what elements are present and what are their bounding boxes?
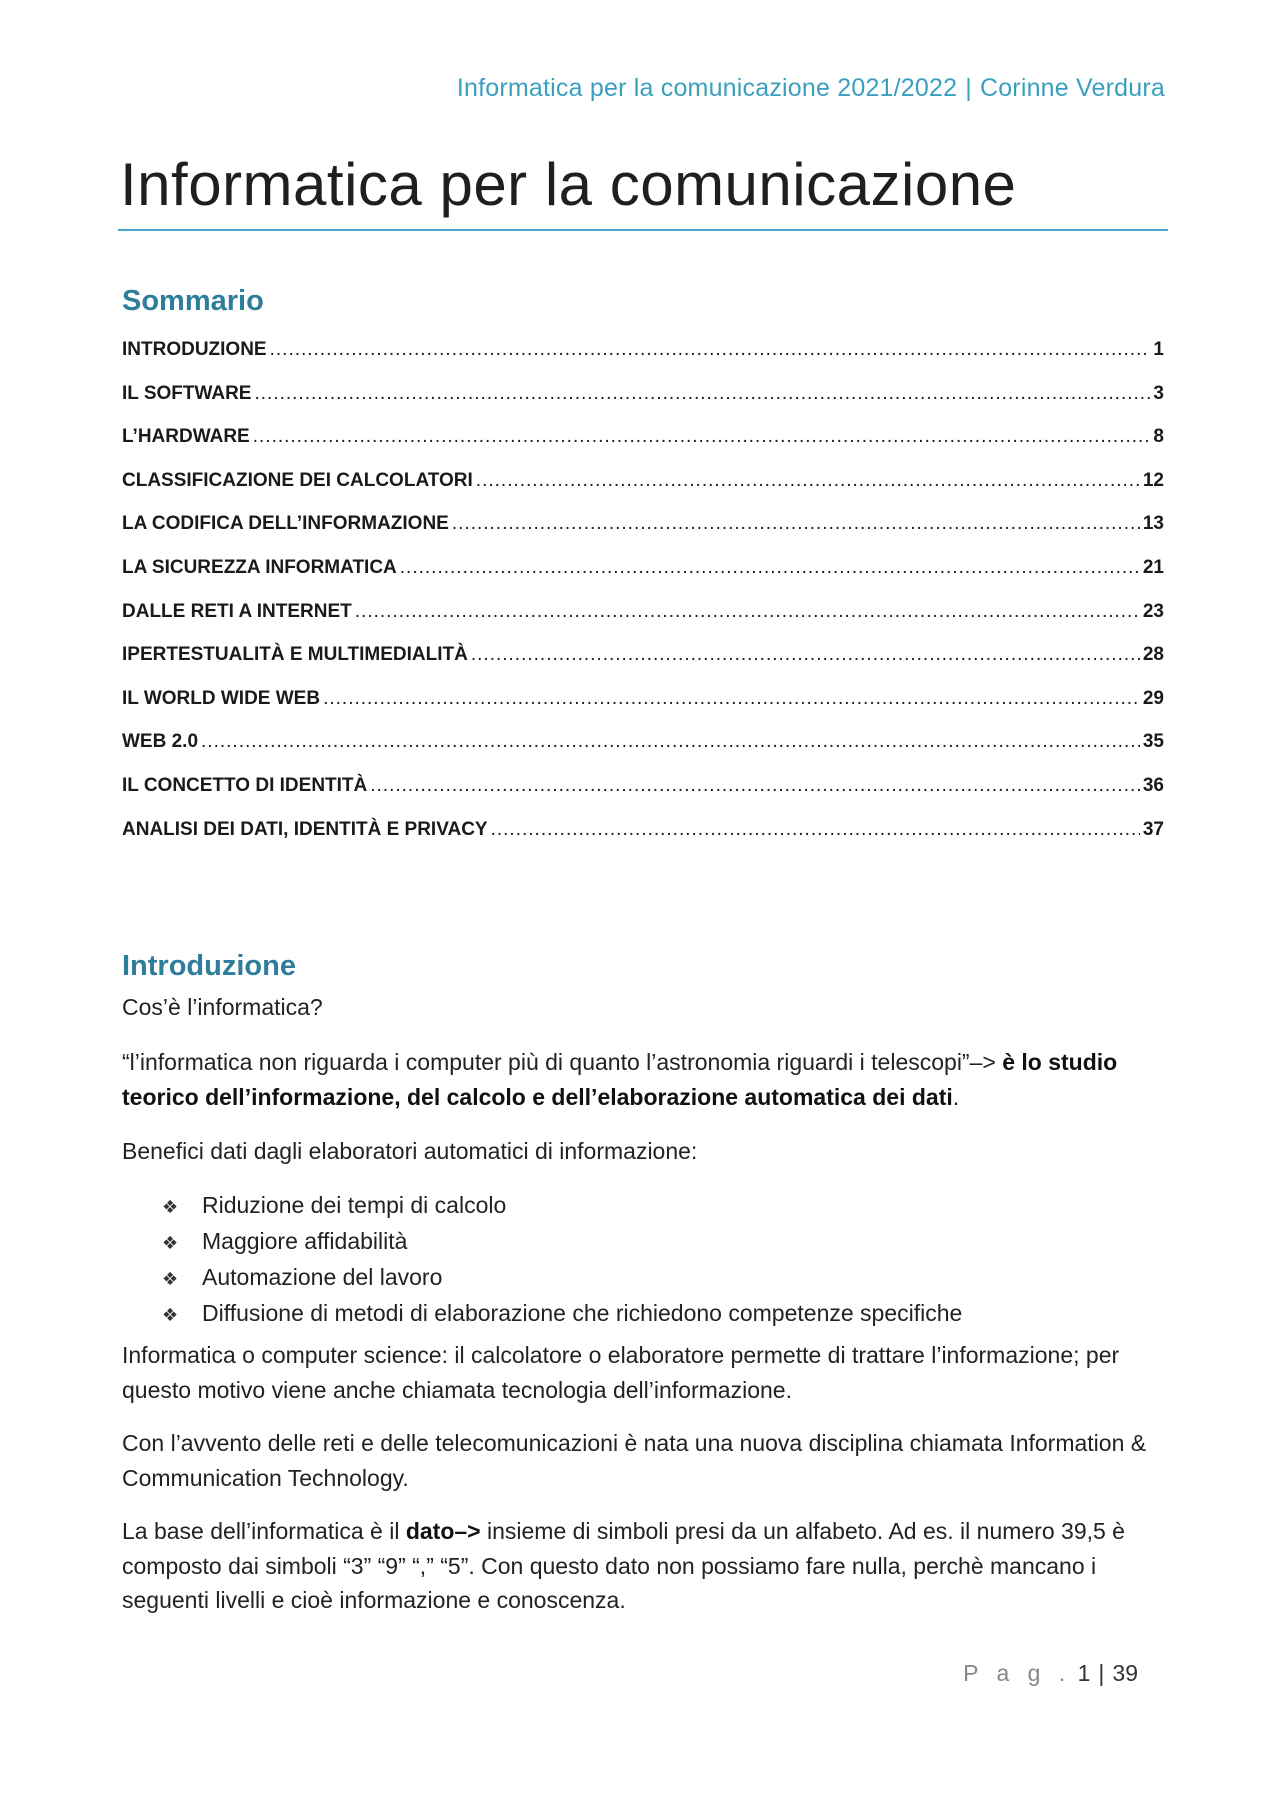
list-item-text: Diffusione di metodi di elaborazione che richiedono competenze specifiche xyxy=(202,1300,963,1326)
toc-entry-page: 8 xyxy=(1153,426,1164,448)
toc-entry[interactable] xyxy=(122,775,1164,819)
toc-entry[interactable] xyxy=(122,383,1164,427)
table-of-contents xyxy=(122,339,1164,862)
toc-entry[interactable] xyxy=(122,731,1164,775)
quote-end: . xyxy=(952,1083,960,1110)
dato-text-a: La base dell’informatica è il xyxy=(122,1518,406,1544)
toc-entry-page: 21 xyxy=(1142,556,1164,578)
toc-leader-dots xyxy=(254,383,1150,405)
toc-leader-dots xyxy=(201,731,1140,753)
toc-entry-page: 3 xyxy=(1153,382,1164,404)
toc-entry-page: 13 xyxy=(1142,513,1164,535)
title-underline xyxy=(118,229,1168,231)
toc-heading: Sommario xyxy=(122,285,264,317)
document-title: Informatica per la comunicazione xyxy=(120,151,1017,218)
toc-entry[interactable] xyxy=(122,688,1164,732)
toc-leader-dots xyxy=(355,601,1140,623)
intro-question: Cos’è l’informatica? xyxy=(122,994,323,1020)
list-item-text: Riduzione dei tempi di calcolo xyxy=(202,1192,507,1218)
header-course: Informatica per la comunicazione 2021/2022 xyxy=(456,74,958,102)
toc-entry[interactable] xyxy=(122,470,1164,514)
toc-entry[interactable] xyxy=(122,426,1164,470)
list-item xyxy=(162,1260,962,1296)
diamond-bullet-icon: ❖ xyxy=(162,1197,179,1217)
diamond-bullet-icon: ❖ xyxy=(162,1305,179,1325)
footer-page-label: P a g . xyxy=(963,1660,1072,1686)
toc-entry[interactable] xyxy=(122,601,1164,645)
toc-entry-label: IPERTESTUALITÀ E MULTIMEDIALITÀ xyxy=(122,644,468,666)
toc-leader-dots xyxy=(323,688,1140,710)
quote-bold: è lo studio teorico dell’informazione, del calcolo e dell’elaborazione automatica dei dati xyxy=(122,1049,1118,1110)
diamond-bullet-icon: ❖ xyxy=(162,1269,179,1289)
toc-entry-page: 28 xyxy=(1142,644,1164,666)
benefits-list xyxy=(162,1188,962,1332)
diamond-bullet-icon: ❖ xyxy=(162,1233,179,1253)
toc-entry-page: 29 xyxy=(1142,687,1164,709)
paragraph-ict: Con l’avvento delle reti e delle telecomunicazioni è nata una nuova disciplina chiamata Information & Communication Technology. xyxy=(122,1430,1147,1491)
page-footer xyxy=(963,1660,1138,1687)
toc-entry-label: INTRODUZIONE xyxy=(122,339,267,360)
list-item-text: Maggiore affidabilità xyxy=(202,1228,408,1254)
toc-entry-page: 1 xyxy=(1153,339,1164,360)
toc-entry[interactable] xyxy=(122,513,1164,557)
toc-leader-dots xyxy=(476,470,1140,492)
list-item xyxy=(162,1296,962,1332)
toc-leader-dots xyxy=(452,513,1140,535)
toc-leader-dots xyxy=(270,339,1151,361)
toc-leader-dots xyxy=(400,557,1140,579)
list-item xyxy=(162,1224,962,1260)
list-item-text: Automazione del lavoro xyxy=(202,1264,443,1290)
toc-entry-label: IL WORLD WIDE WEB xyxy=(122,687,321,709)
running-header xyxy=(457,74,1165,103)
toc-entry[interactable] xyxy=(122,644,1164,688)
header-separator: | xyxy=(965,74,972,102)
footer-page-number: 1 xyxy=(1077,1660,1091,1686)
toc-entry-label: ANALISI DEI DATI, IDENTITÀ E PRIVACY xyxy=(122,818,488,840)
toc-leader-dots xyxy=(491,819,1140,841)
toc-entry-page: 36 xyxy=(1142,774,1164,796)
toc-entry-label: IL CONCETTO DI IDENTITÀ xyxy=(122,774,368,796)
footer-separator: | xyxy=(1098,1660,1105,1686)
toc-entry-label: IL SOFTWARE xyxy=(122,382,252,404)
toc-entry[interactable] xyxy=(122,557,1164,601)
toc-entry-page: 37 xyxy=(1142,818,1164,840)
paragraph-dato xyxy=(122,1514,1172,1618)
toc-entry-page: 23 xyxy=(1142,600,1164,622)
toc-entry[interactable] xyxy=(122,819,1164,863)
toc-entry-page: 35 xyxy=(1142,731,1164,753)
quote-text: “l’informatica non riguarda i computer più di quanto l’astronomia riguardi i telescopi”–> xyxy=(122,1049,1003,1075)
dato-bold: dato–> xyxy=(405,1518,481,1544)
footer-total-pages: 39 xyxy=(1112,1660,1138,1686)
paragraph-computer-science: Informatica o computer science: il calcolatore o elaboratore permette di trattare l’informazione; per questo motivo viene anche chiamata tecnologia dell’informazione. xyxy=(122,1342,1120,1403)
toc-leader-dots xyxy=(253,426,1151,448)
intro-quote-paragraph xyxy=(122,1045,1172,1114)
toc-entry-label: CLASSIFICAZIONE DEI CALCOLATORI xyxy=(122,469,473,491)
toc-entry-label: DALLE RETI A INTERNET xyxy=(122,600,352,622)
toc-entry-label: LA CODIFICA DELL’INFORMAZIONE xyxy=(122,513,449,535)
toc-entry-label: L’HARDWARE xyxy=(122,426,250,448)
list-item xyxy=(162,1188,962,1224)
toc-entry-label: WEB 2.0 xyxy=(122,731,199,753)
benefits-intro: Benefici dati dagli elaboratori automatici di informazione: xyxy=(122,1138,698,1164)
toc-entry-label: LA SICUREZZA INFORMATICA xyxy=(122,556,397,578)
section-heading-introduzione: Introduzione xyxy=(122,950,296,982)
header-author: Corinne Verdura xyxy=(979,74,1165,102)
toc-entry-page: 12 xyxy=(1142,469,1164,491)
dato-text-b: insieme di simboli presi da un alfabeto. Ad es. il numero 39,5 è composto dai simboli “3” “9” “,” “5”. Con questo dato non possiamo fare nulla, perchè mancano i seguenti livelli e cioè informazione e conoscenza. xyxy=(122,1518,1125,1613)
toc-leader-dots xyxy=(471,644,1140,666)
toc-entry[interactable] xyxy=(122,339,1164,383)
toc-leader-dots xyxy=(370,775,1140,797)
